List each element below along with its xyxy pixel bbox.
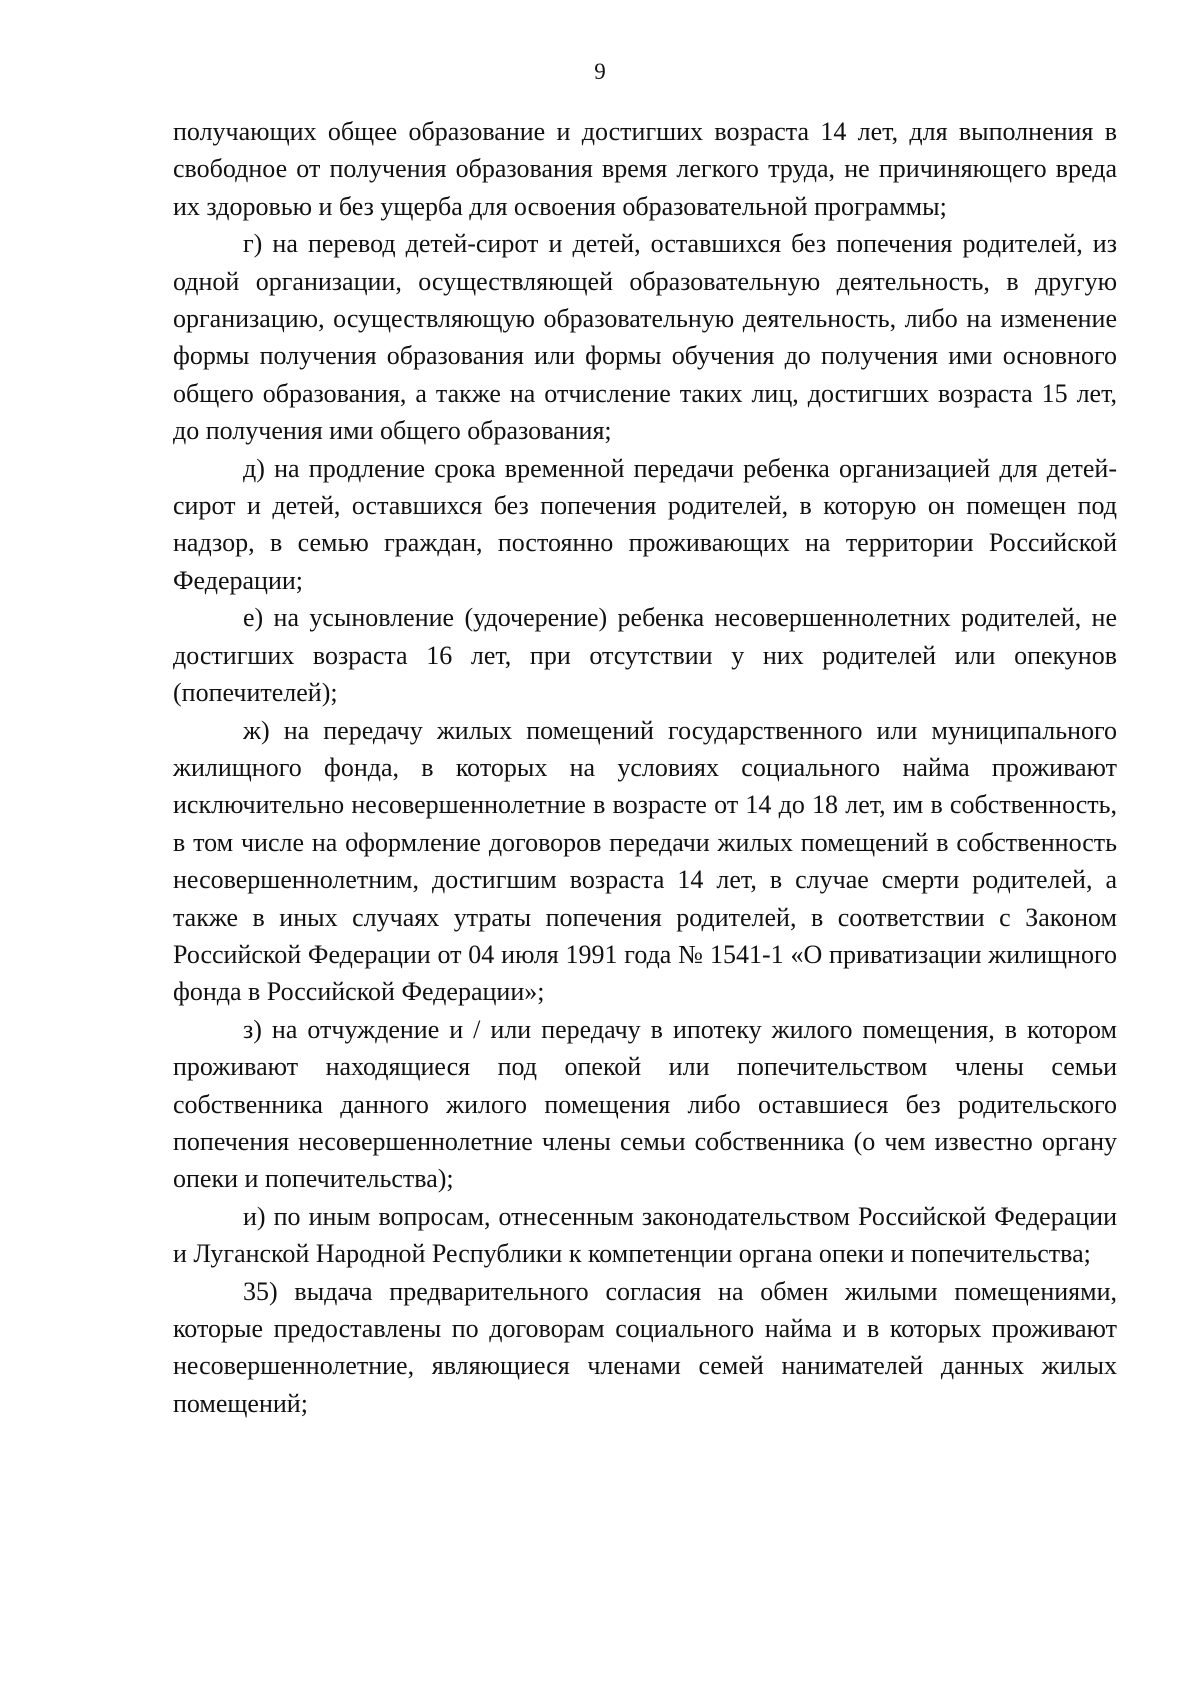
paragraph-item-35: 35) выдача предварительного согласия на обмен жилыми помещениями, которые предоставлены по договорам социального найма и в которых проживают несовершеннолетние, являющиеся членами семей нанимателей данных жилых помещений; [173,1276,1117,1418]
paragraph-continuation: получающих общее образование и достигших возраста 14 лет, для выполнения в свободное от получения образования время легкого труда, не причиняющего вреда их здоровью и без ущерба для освоения образовательной программы; [173,117,1117,221]
paragraph-item-i: и) по иным вопросам, отнесенным законодательством Российской Федерации и Луганской Народной Республики к компетенции органа опеки и попечительства; [173,1201,1117,1269]
page-number: 9 [594,59,606,84]
paragraph-item-d: д) на продление срока временной передачи ребенка организацией для детей-сирот и детей, оставшихся без попечения родителей, в которую он помещен под надзор, в семью граждан, постоянно проживающих на территории Российской Федерации; [173,453,1117,595]
paragraph-item-zh: ж) на передачу жилых помещений государственного или муниципального жилищного фонда, в которых на условиях социального найма проживают исключительно несовершеннолетние в возрасте от 14 до 18 лет, им в собственность, в том числе на оформление договоров передачи жилых помещений в собственность несовершеннолетним, достигшим возраста 14 лет, в случае смерти родителей, а также в иных случаях утраты попечения родителей, в соответствии с Законом Российской Федерации от 04 июля 1991 года № 1541-1 «О приватизации жилищного фонда в Российской Федерации»; [173,715,1117,1007]
document-body [173,113,1117,1422]
paragraph-item-e: е) на усыновление (удочерение) ребенка несовершеннолетних родителей, не достигших возраста 16 лет, при отсутствии у них родителей или опекунов (попечителей); [173,603,1117,708]
paragraph-item-z: з) на отчуждение и / или передачу в ипотеку жилого помещения, в котором проживают находящиеся под опекой или попечительством члены семьи собственника данного жилого помещения либо оставшиеся без родительского попечения несовершеннолетние члены семьи собственника (о чем известно органу опеки и попечительства); [173,1014,1117,1194]
paragraph-item-g: г) на перевод детей-сирот и детей, оставшихся без попечения родителей, из одной организации, осуществляющей образовательную деятельность, в другую организацию, осуществляющую образовательную деятельность, либо на изменение формы получения образования или формы обучения до получения ими основного общего образования, а также на отчисление таких лиц, достигших возраста 15 лет, до получения ими общего образования; [173,229,1117,446]
